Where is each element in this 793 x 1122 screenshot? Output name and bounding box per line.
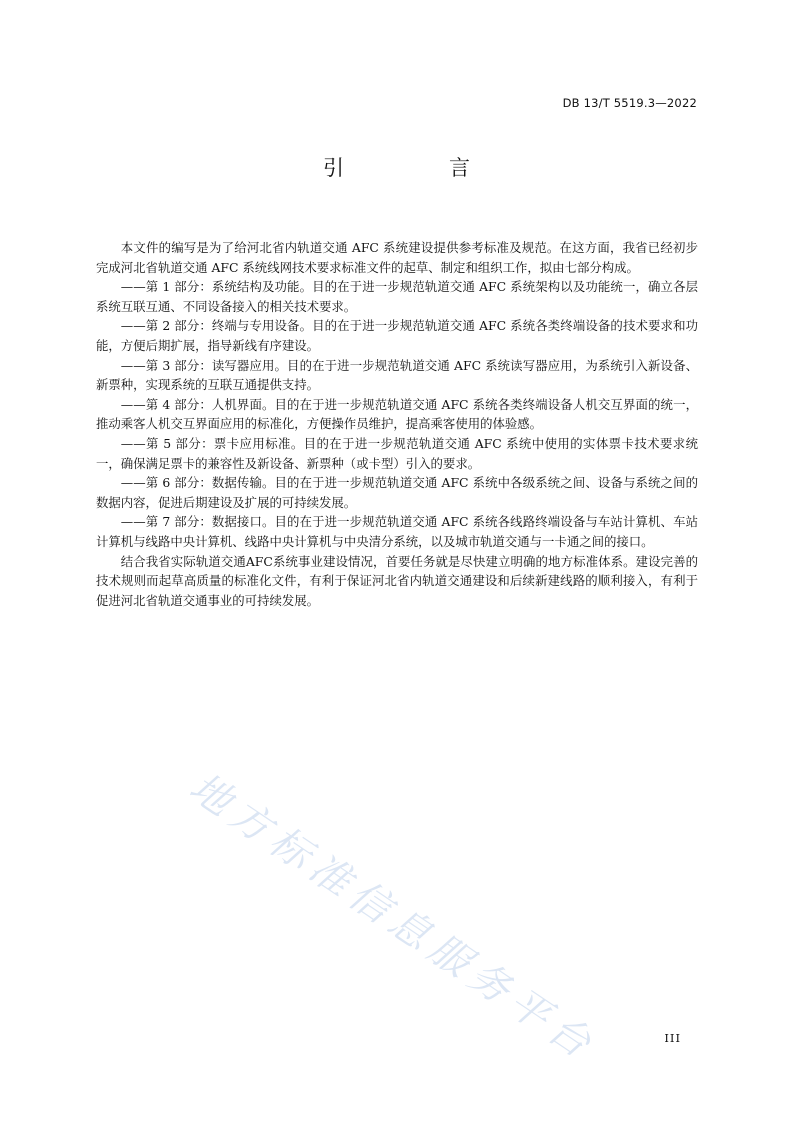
paragraph-intro: 本文件的编写是为了给河北省内轨道交通 AFC 系统建设提供参考标准及规范。在这方面，我省已经初步完成河北省轨道交通 AFC 系统线网技术要求标准文件的起草、制定和组织工作，拟由七部分构成。 [96, 240, 698, 275]
watermark: 地方标准信息服务平台 [181, 764, 605, 1071]
page-number: III [664, 1031, 681, 1045]
paragraph-conclusion: 结合我省实际轨道交通AFC系统事业建设情况，首要任务就是尽快建立明确的地方标准体系。建设完善的技术规则而起草高质量的标准化文件，有利于保证河北省内轨道交通建设和后续新建线路的顺利接入，有利于促进河北省轨道交通事业的可持续发展。 [96, 553, 698, 608]
paragraph-part-5: ——第 5 部分：票卡应用标准。目的在于进一步规范轨道交通 AFC 系统中使用的实体票卡技术要求统一，确保满足票卡的兼容性及新设备、新票种（或卡型）引入的要求。 [96, 435, 698, 471]
body-text [96, 238, 698, 610]
paragraph-part-7: ——第 7 部分：数据接口。目的在于进一步规范轨道交通 AFC 系统各线路终端设备与车站计算机、车站计算机与线路中央计算机、线路中央计算机与中央清分系统，以及城市轨道交通与一卡通之间的接口。 [96, 514, 698, 549]
standard-code: DB 13/T 5519.3—2022 [562, 96, 697, 110]
page-title: 引 言 [323, 156, 512, 180]
paragraph-part-1: ——第 1 部分：系统结构及功能。目的在于进一步规范轨道交通 AFC 系统架构以及功能统一，确立各层系统互联互通、不同设备接入的相关技术要求。 [96, 279, 698, 314]
paragraph-part-6: ——第 6 部分：数据传输。目的在于进一步规范轨道交通 AFC 系统中各级系统之间、设备与系统之间的数据内容，促进后期建设及扩展的可持续发展。 [96, 475, 698, 510]
paragraph-part-2: ——第 2 部分：终端与专用设备。目的在于进一步规范轨道交通 AFC 系统各类终端设备的技术要求和功能，方便后期扩展，指导新线有序建设。 [96, 318, 698, 353]
paragraph-part-3: ——第 3 部分：读写器应用。目的在于进一步规范轨道交通 AFC 系统读写器应用，为系统引入新设备、新票种，实现系统的互联互通提供支持。 [96, 357, 698, 393]
paragraph-part-4: ——第 4 部分：人机界面。目的在于进一步规范轨道交通 AFC 系统各类终端设备人机交互界面的统一，推动乘客人机交互界面应用的标准化，方便操作员维护，提高乘客使用的体验感。 [96, 396, 698, 432]
